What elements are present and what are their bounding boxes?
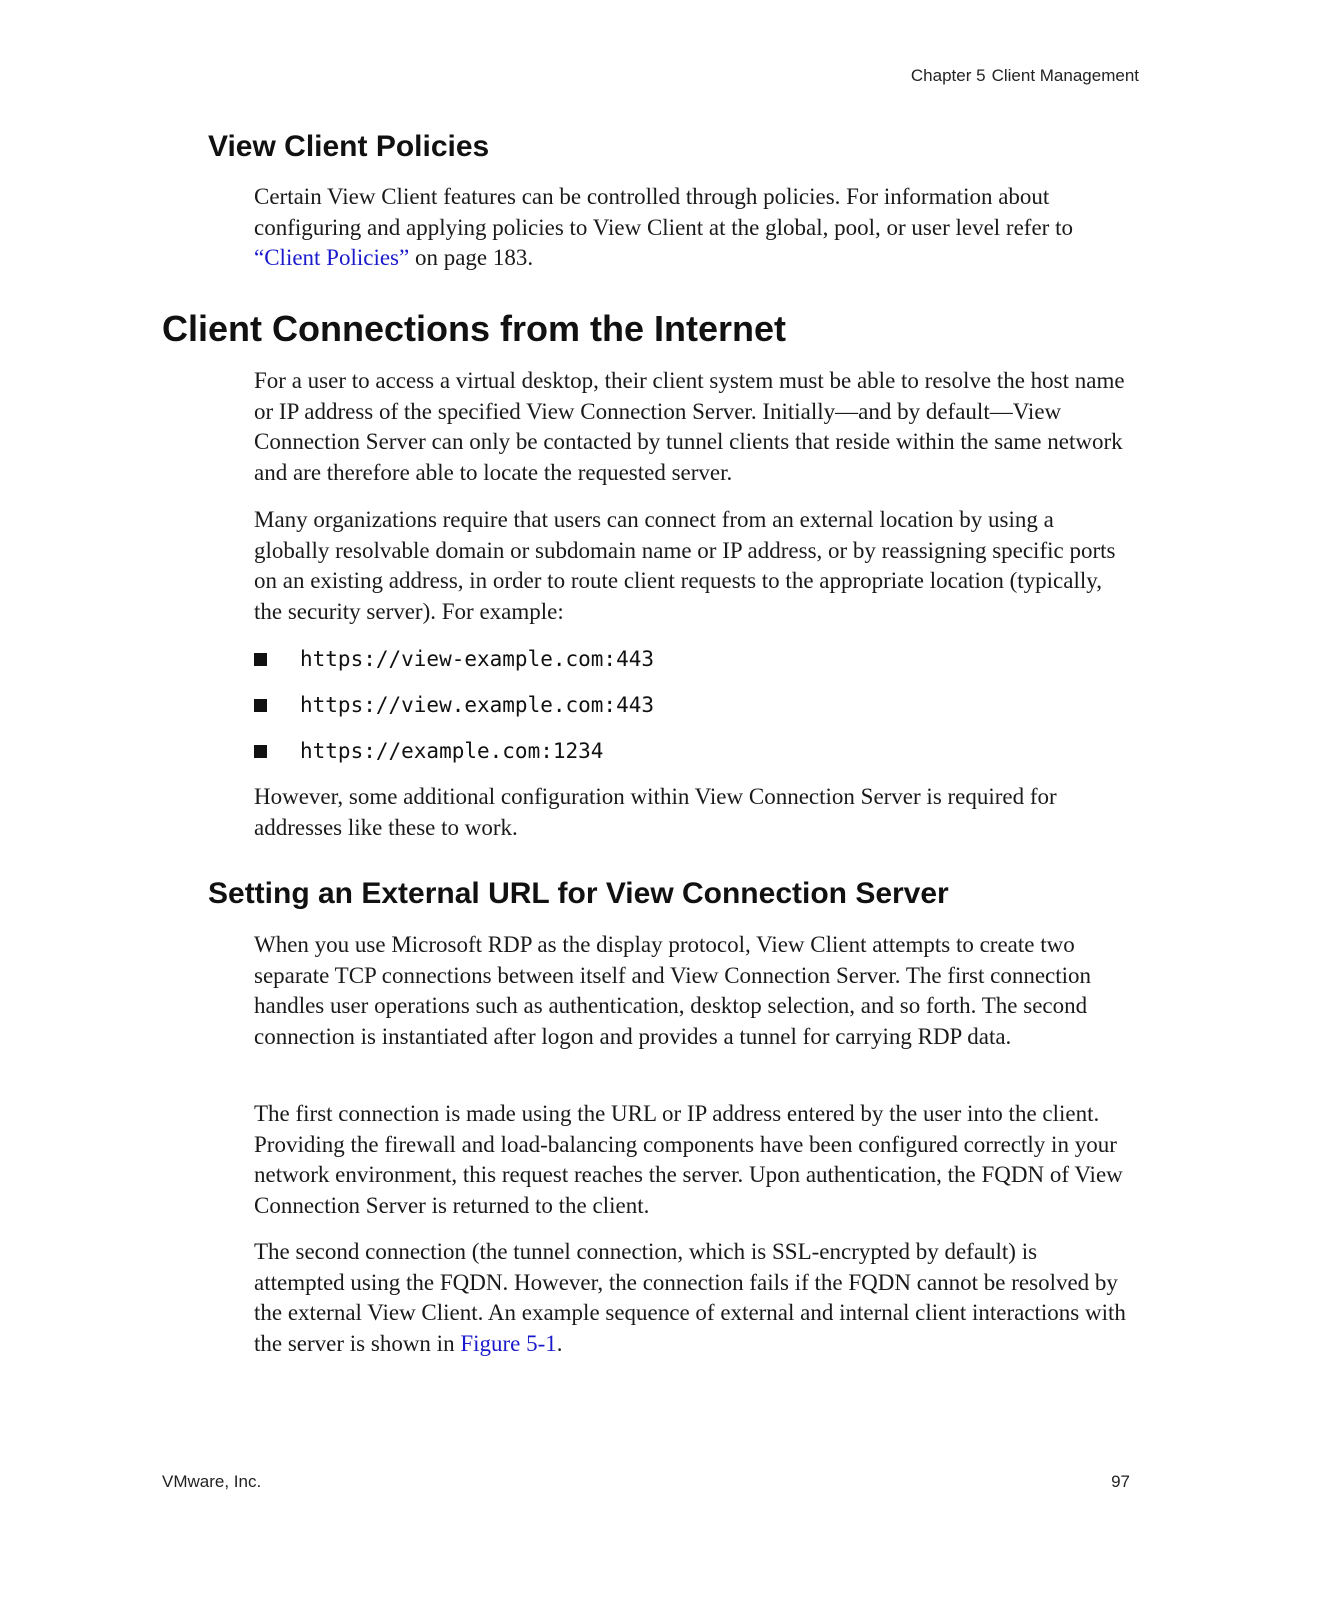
bullet-marker xyxy=(254,653,267,666)
paragraph-view-client-policies xyxy=(254,182,1132,274)
footer-page-number: 97 xyxy=(1111,1472,1130,1491)
paragraph-client-connections-1: For a user to access a virtual desktop, their client system must be able to resolve the host name or IP address of the specified View Connection Server. Initially—and by default—View Connection Server can only be contacted by tunnel clients that reside within the same network and are therefore able to locate the requested server. xyxy=(254,368,1125,485)
chapter-section-heading-client-connections: Client Connections from the Internet xyxy=(162,308,787,349)
section-heading-view-client-policies: View Client Policies xyxy=(208,130,490,163)
paragraph-client-connections-3: However, some additional configuration within View Connection Server is required for addresses like these to work. xyxy=(254,784,1057,840)
paragraph-external-url-2: The first connection is made using the URL or IP address entered by the user into the client. Providing the firewall and load-balancing components have been configured correctly in your network environment, this request reaches the server. Upon authentication, the FQDN of View Connection Server is returned to the client. xyxy=(254,1101,1123,1218)
running-header xyxy=(911,66,1139,86)
section-heading-external-url: Setting an External URL for View Connection Server xyxy=(208,877,949,910)
paragraph-external-url-3 xyxy=(254,1237,1132,1359)
paragraph-external-url-1: When you use Microsoft RDP as the display protocol, View Client attempts to create two separate TCP connections between itself and View Connection Server. The first connection handles user operations such as authentication, desktop selection, and so forth. The second connection is instantiated after logon and provides a tunnel for carrying RDP data. xyxy=(254,932,1092,1049)
paragraph-text: Certain View Client features can be controlled through policies. For information about configuring and applying policies to View Client at the global, pool, or user level refer to xyxy=(254,184,1073,240)
footer-company: VMware, Inc. xyxy=(162,1472,262,1491)
bullet-marker xyxy=(254,745,267,758)
client-policies-link[interactable]: “Client Policies” xyxy=(254,245,410,271)
chapter-title: Client Management xyxy=(991,66,1139,85)
paragraph-client-connections-2: Many organizations require that users can connect from an external location by using a globally resolvable domain or subdomain name or IP address, or by reassigning specific ports on an existing address, in order to route client requests to the appropriate location (typically, the security server). For example: xyxy=(254,507,1116,624)
example-url: https://example.com:1234 xyxy=(300,739,604,763)
bullet-marker xyxy=(254,699,267,712)
paragraph-text: The second connection (the tunnel connection, which is SSL-encrypted by default) is attempted using the FQDN. However, the connection fails if the FQDN cannot be resolved by the external View Client. An example sequence of external and internal client interactions with the server is shown in xyxy=(254,1239,1126,1356)
chapter-number: Chapter 5 xyxy=(910,66,986,85)
example-url: https://view.example.com:443 xyxy=(300,693,655,717)
paragraph-text: . xyxy=(556,1330,563,1356)
paragraph-text: on page 183. xyxy=(409,245,534,271)
example-url: https://view-example.com:443 xyxy=(300,647,655,671)
figure-5-1-link[interactable]: Figure 5-1 xyxy=(460,1330,557,1356)
